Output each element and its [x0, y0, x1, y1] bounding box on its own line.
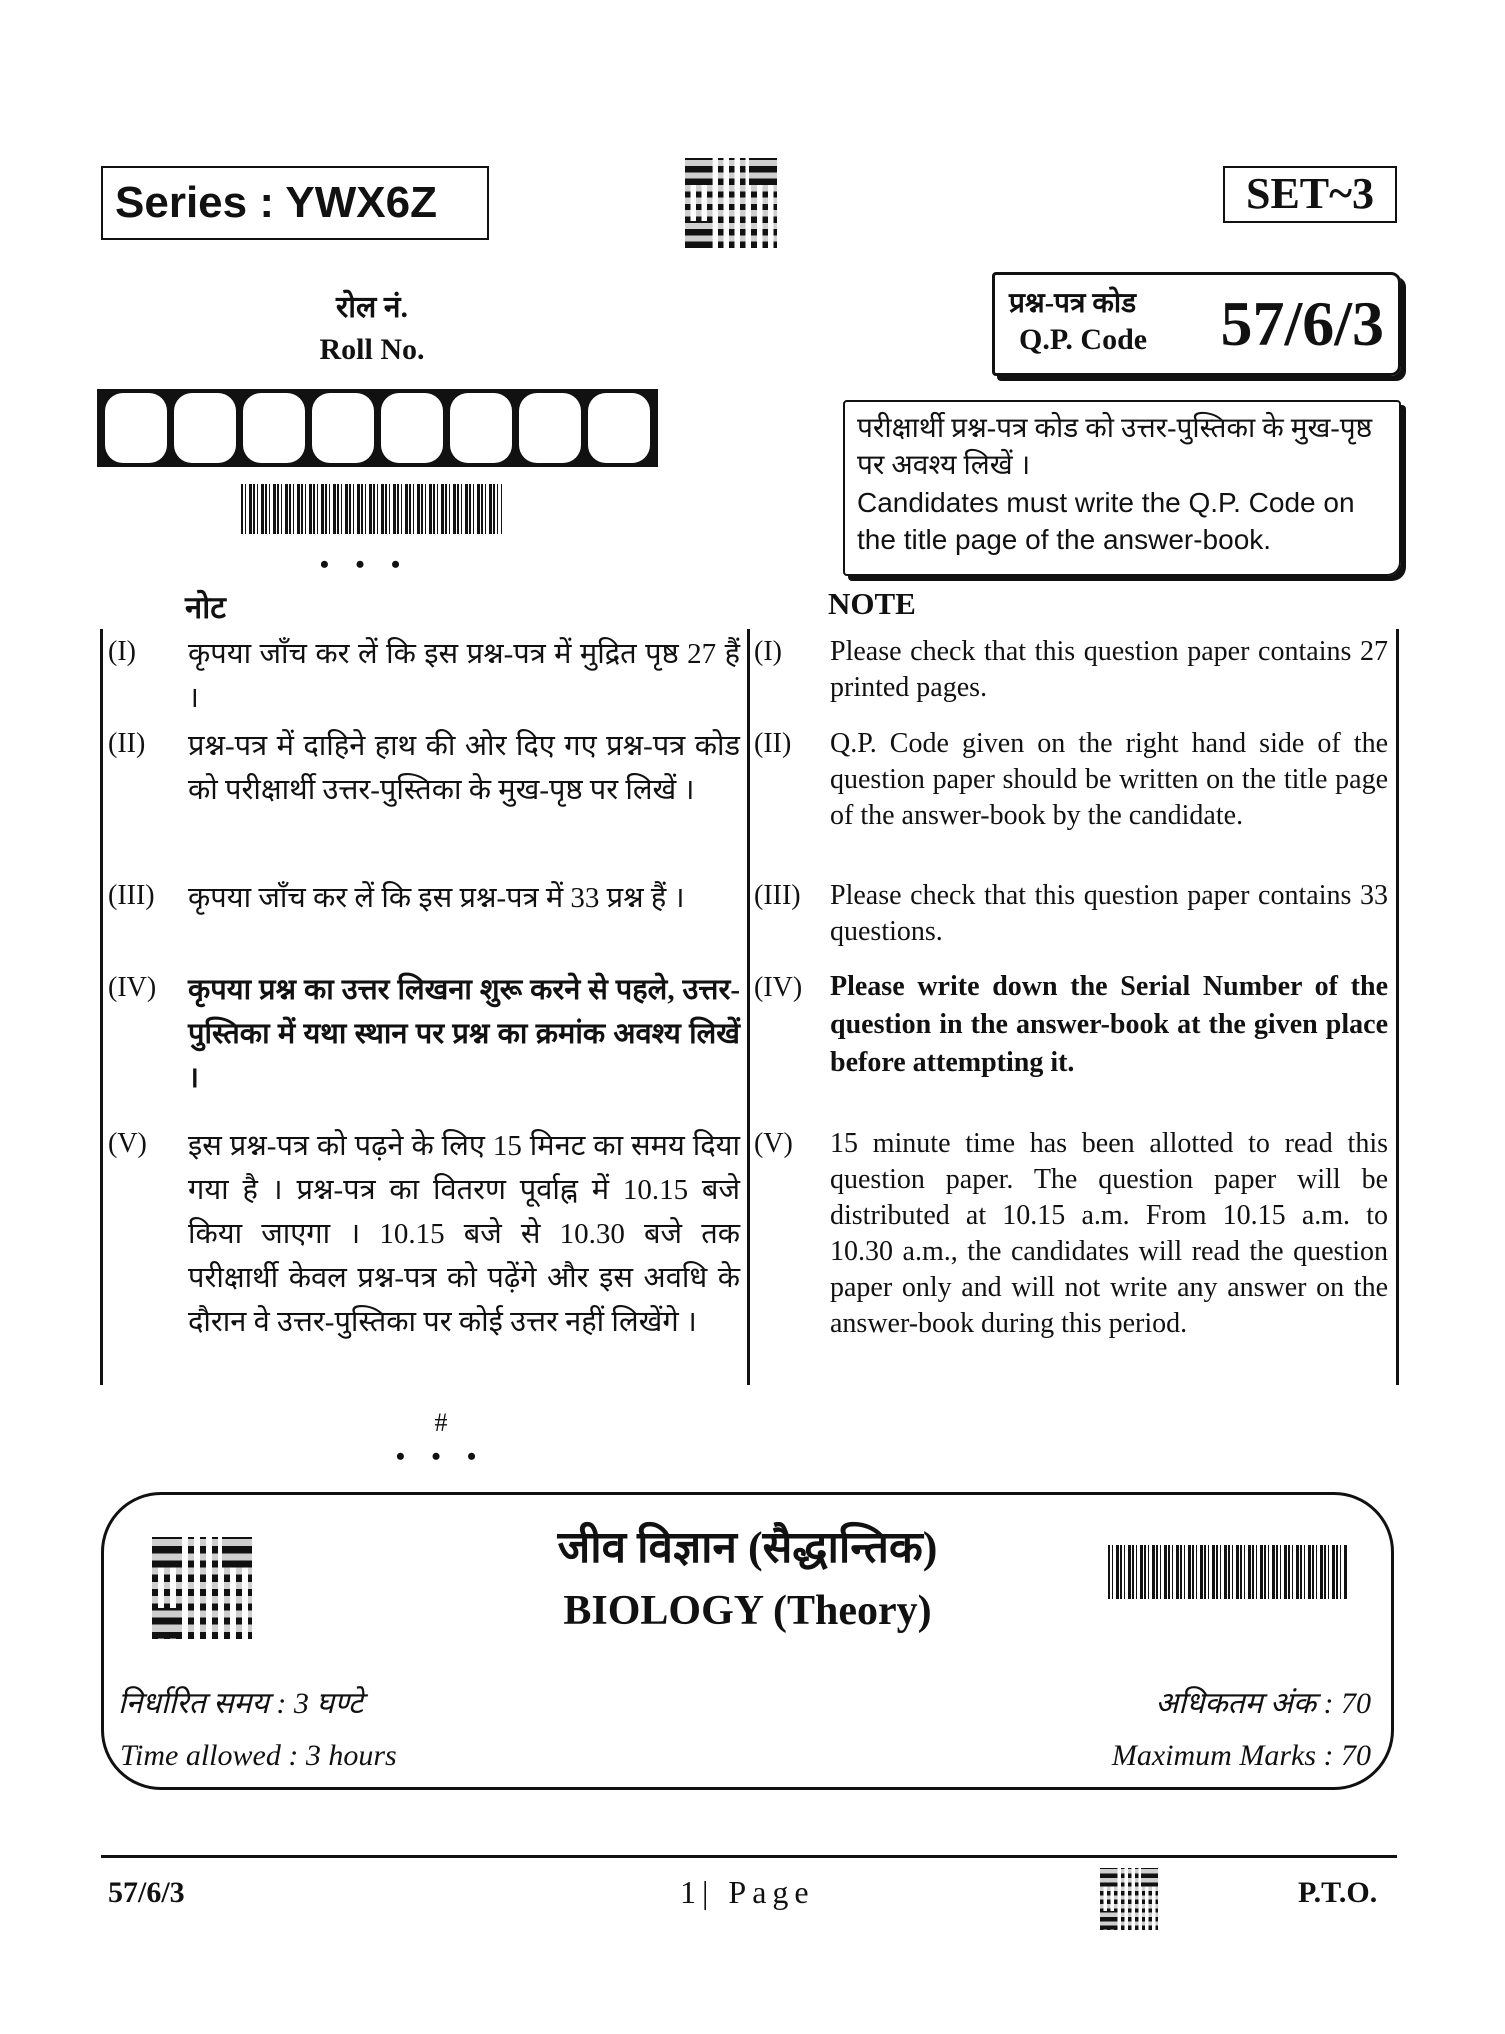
roll-digit-box[interactable] — [519, 393, 581, 463]
subject-title: BIOLOGY (Theory) — [563, 1588, 932, 1634]
column-rule-middle — [747, 629, 750, 1385]
notice-english: Candidates must write the Q.P. Code on the title page of the answer-book. — [857, 487, 1355, 555]
roll-no-label: Roll No. — [319, 333, 425, 366]
note-item-english: 15 minute time has been allotted to read this question paper. The question paper will be distributed at 10.15 a.m. From 10.15 a.m. to 10.30 a.m., the candidates will read the question paper only and will not write any answer on the answer-book during this period. — [830, 1128, 1388, 1339]
qp-code-value: 57/6/3 — [1220, 288, 1384, 359]
dots-separator: • • • — [395, 1442, 487, 1471]
note-heading-hindi: नोट — [185, 590, 226, 625]
max-marks-hindi: अधिकतम अंक : 70 — [1155, 1687, 1371, 1720]
dots-separator: • • • — [319, 550, 411, 579]
roll-no-hindi-label: रोल नं. — [335, 291, 409, 324]
series-label: Series : YWX6Z — [101, 166, 489, 240]
footer-qp-code: 57/6/3 — [108, 1876, 185, 1909]
roll-digit-box[interactable] — [588, 393, 650, 463]
roll-digit-box[interactable] — [243, 393, 305, 463]
column-rule-left — [100, 629, 103, 1385]
item-number-hindi: (I) — [108, 636, 136, 667]
roll-digit-box[interactable] — [450, 393, 512, 463]
item-number-hindi: (IV) — [108, 972, 157, 1003]
item-number-hindi: (V) — [108, 1128, 147, 1159]
item-number: (I) — [754, 636, 782, 667]
max-marks: Maximum Marks : 70 — [1111, 1739, 1371, 1772]
qp-code-label: Q.P. Code — [1019, 323, 1148, 356]
column-rule-right — [1396, 629, 1399, 1385]
time-allowed: Time allowed : 3 hours — [120, 1739, 397, 1772]
set-label: SET~3 — [1223, 166, 1397, 223]
hash-mark: # — [434, 1408, 448, 1437]
barcode-icon — [1108, 1545, 1348, 1599]
note-item-english: Q.P. Code given on the right hand side of the question paper should be written on the title page of the answer-book by the candidate. — [830, 728, 1388, 831]
footer-rule — [101, 1855, 1397, 1858]
subject-box — [101, 1492, 1394, 1790]
note-item-english: Please check that this question paper contains 27 printed pages. — [830, 636, 1388, 703]
item-number: (II) — [754, 728, 792, 759]
item-number-hindi: (II) — [108, 728, 146, 759]
item-number: (IV) — [754, 972, 803, 1003]
subject-title-hindi: जीव विज्ञान (सैद्धान्तिक) — [557, 1523, 938, 1572]
note-item-english: Please write down the Serial Number of the question in the answer-book at the given place before attempting it. — [830, 971, 1388, 1078]
qr-code-icon — [1100, 1868, 1158, 1930]
note-item-hindi: प्रश्न-पत्र में दाहिने हाथ की ओर दिए गए प्रश्न-पत्र कोड को परीक्षार्थी उत्तर-पुस्तिका के मुख-पृष्ठ पर लिखें । — [188, 730, 740, 806]
barcode-icon — [241, 484, 502, 534]
pto-label: P.T.O. — [1298, 1876, 1378, 1909]
roll-number-boxes — [97, 389, 658, 467]
page-number: 1| Page — [680, 1874, 815, 1910]
qr-code-icon — [685, 158, 777, 248]
note-item-hindi: इस प्रश्न-पत्र को पढ़ने के लिए 15 मिनट का समय दिया गया है । प्रश्न-पत्र का वितरण पूर्वाह्न में 10.15 बजे किया जाएगा । 10.15 बजे से 10.30 बजे तक परीक्षार्थी केवल प्रश्न-पत्र को पढ़ेंगे और इस अवधि के दौरान वे उत्तर-पुस्तिका पर कोई उत्तर नहीं लिखेंगे । — [188, 1130, 740, 1338]
qp-code-notice — [843, 400, 1401, 576]
note-item-hindi: कृपया प्रश्न का उत्तर लिखना शुरू करने से पहले, उत्तर-पुस्तिका में यथा स्थान पर प्रश्न का क्रमांक अवश्य लिखें । — [188, 974, 740, 1094]
roll-digit-box[interactable] — [381, 393, 443, 463]
roll-digit-box[interactable] — [312, 393, 374, 463]
note-item-english: Please check that this question paper contains 33 questions. — [830, 880, 1388, 947]
note-item-hindi: कृपया जाँच कर लें कि इस प्रश्न-पत्र में 33 प्रश्न हैं । — [188, 882, 685, 914]
roll-digit-box[interactable] — [105, 393, 167, 463]
time-allowed-hindi: निर्धारित समय : 3 घण्टे — [118, 1687, 364, 1720]
item-number-hindi: (III) — [108, 880, 155, 911]
qp-code-box — [992, 272, 1401, 376]
qp-code-hindi-label: प्रश्न-पत्र कोड — [1009, 288, 1137, 319]
note-heading: NOTE — [828, 586, 916, 621]
note-item-hindi: कृपया जाँच कर लें कि इस प्रश्न-पत्र में मुद्रित पृष्ठ 27 हैं । — [188, 638, 740, 714]
item-number: (III) — [754, 880, 801, 911]
notice-hindi: परीक्षार्थी प्रश्न-पत्र कोड को उत्तर-पुस्तिका के मुख-पृष्ठ पर अवश्य लिखें । — [857, 413, 1373, 481]
item-number: (V) — [754, 1128, 793, 1159]
roll-digit-box[interactable] — [174, 393, 236, 463]
